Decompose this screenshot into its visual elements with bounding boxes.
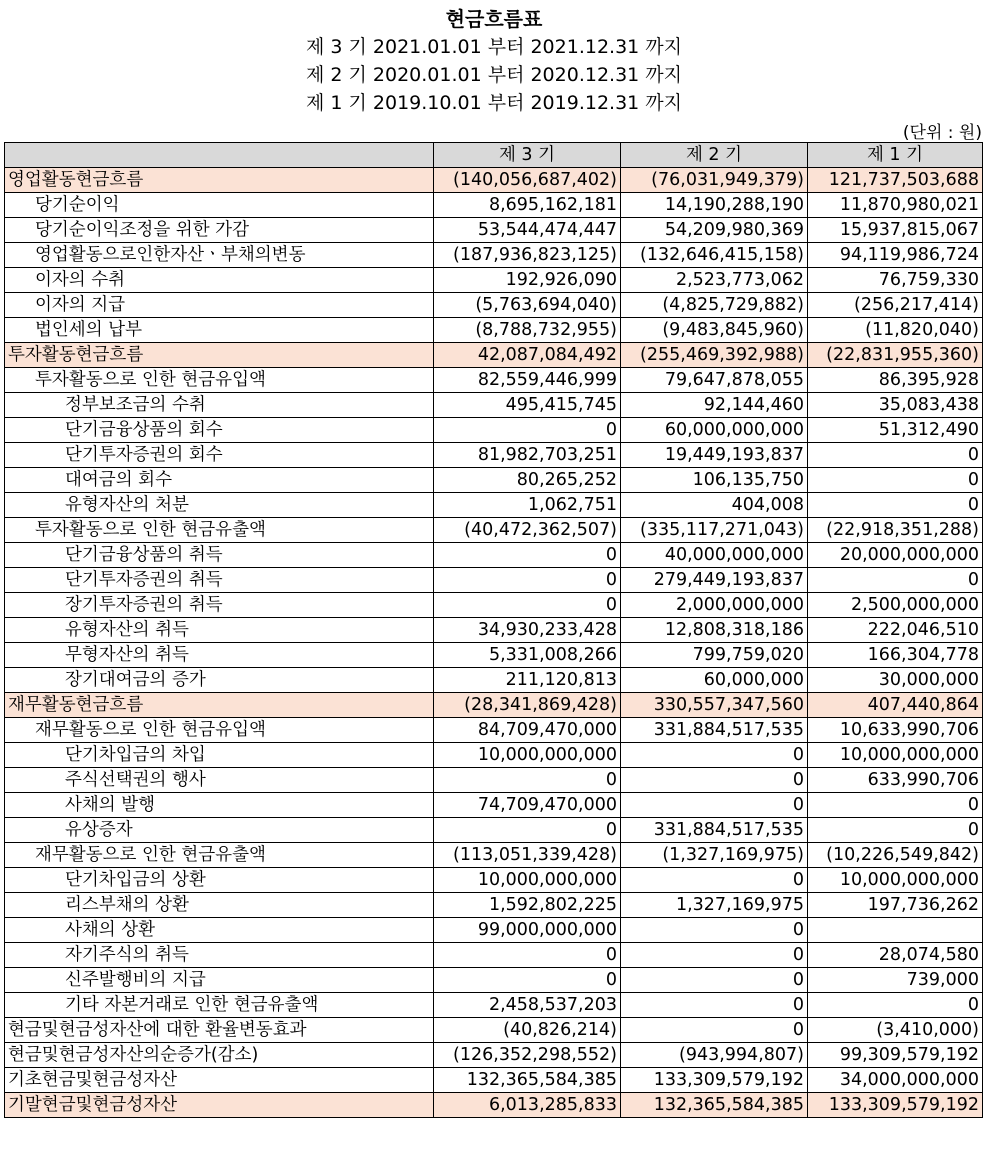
account-label: 재무활동으로 인한 현금유입액 [5, 718, 434, 743]
amount-period-2: (4,825,729,882) [621, 293, 808, 318]
account-label: 영업활동현금흐름 [5, 168, 434, 193]
account-label: 리스부채의 상환 [5, 893, 434, 918]
amount-period-3: 5,331,008,266 [434, 643, 621, 668]
amount-period-2: 2,523,773,062 [621, 268, 808, 293]
account-label: 무형자산의 취득 [5, 643, 434, 668]
amount-period-1: 10,000,000,000 [808, 868, 983, 893]
amount-period-2: 79,647,878,055 [621, 368, 808, 393]
amount-period-3: 8,695,162,181 [434, 193, 621, 218]
table-row [5, 768, 983, 793]
amount-period-2: 1,327,169,975 [621, 893, 808, 918]
amount-period-1: 34,000,000,000 [808, 1068, 983, 1093]
amount-period-3: 0 [434, 968, 621, 993]
period-line-2: 제 2 기 2020.01.01 부터 2020.12.31 까지 [305, 64, 683, 86]
amount-period-2: 0 [621, 768, 808, 793]
amount-period-2: 106,135,750 [621, 468, 808, 493]
amount-period-3: 80,265,252 [434, 468, 621, 493]
amount-period-1: 0 [808, 493, 983, 518]
account-label: 투자활동으로 인한 현금유출액 [5, 518, 434, 543]
amount-period-3: 0 [434, 568, 621, 593]
period-line-1: 제 1 기 2019.10.01 부터 2019.12.31 까지 [305, 92, 683, 114]
amount-period-2: 330,557,347,560 [621, 693, 808, 718]
amount-period-1: 166,304,778 [808, 643, 983, 668]
amount-period-3: 74,709,470,000 [434, 793, 621, 818]
amount-period-3: 10,000,000,000 [434, 868, 621, 893]
account-label: 당기순이익조정을 위한 가감 [5, 218, 434, 243]
account-label: 현금및현금성자산의순증가(감소) [5, 1043, 434, 1068]
amount-period-1: 0 [808, 993, 983, 1018]
amount-period-2: 0 [621, 918, 808, 943]
table-row [5, 743, 983, 768]
amount-period-1: (22,918,351,288) [808, 518, 983, 543]
table-row [5, 218, 983, 243]
account-label: 단기금융상품의 회수 [5, 418, 434, 443]
account-label: 당기순이익 [5, 193, 434, 218]
amount-period-1: 222,046,510 [808, 618, 983, 643]
table-row [5, 643, 983, 668]
header-account [5, 143, 434, 168]
amount-period-1: 94,119,986,724 [808, 243, 983, 268]
amount-period-3: 0 [434, 418, 621, 443]
amount-period-2: (76,031,949,379) [621, 168, 808, 193]
amount-period-1: 10,000,000,000 [808, 743, 983, 768]
table-row [5, 318, 983, 343]
table-row [5, 1093, 983, 1118]
account-label: 주식선택권의 행사 [5, 768, 434, 793]
amount-period-3: 53,544,474,447 [434, 218, 621, 243]
amount-period-3: 0 [434, 593, 621, 618]
amount-period-2: 54,209,980,369 [621, 218, 808, 243]
account-label: 단기투자증권의 취득 [5, 568, 434, 593]
amount-period-1: 197,736,262 [808, 893, 983, 918]
account-label: 현금및현금성자산에 대한 환율변동효과 [5, 1018, 434, 1043]
table-row [5, 493, 983, 518]
table-row [5, 393, 983, 418]
amount-period-1: 28,074,580 [808, 943, 983, 968]
amount-period-3: (140,056,687,402) [434, 168, 621, 193]
amount-period-2: 799,759,020 [621, 643, 808, 668]
amount-period-2: 279,449,193,837 [621, 568, 808, 593]
amount-period-3: 10,000,000,000 [434, 743, 621, 768]
amount-period-3: 34,930,233,428 [434, 618, 621, 643]
amount-period-3: (5,763,694,040) [434, 293, 621, 318]
header-period-2: 제 2 기 [621, 143, 808, 168]
amount-period-1: 121,737,503,688 [808, 168, 983, 193]
amount-period-2: 2,000,000,000 [621, 593, 808, 618]
account-label: 이자의 지급 [5, 293, 434, 318]
amount-period-3: (8,788,732,955) [434, 318, 621, 343]
amount-period-3: (40,472,362,507) [434, 518, 621, 543]
table-row [5, 893, 983, 918]
amount-period-1: (11,820,040) [808, 318, 983, 343]
table-row [5, 193, 983, 218]
amount-period-1: 10,633,990,706 [808, 718, 983, 743]
amount-period-1: 11,870,980,021 [808, 193, 983, 218]
account-label: 장기투자증권의 취득 [5, 593, 434, 618]
amount-period-1: 739,000 [808, 968, 983, 993]
amount-period-3: 0 [434, 543, 621, 568]
header-row [5, 143, 983, 168]
account-label: 신주발행비의 지급 [5, 968, 434, 993]
account-label: 정부보조금의 수취 [5, 393, 434, 418]
amount-period-1: 30,000,000 [808, 668, 983, 693]
amount-period-3: 0 [434, 818, 621, 843]
table-row [5, 943, 983, 968]
amount-period-3: 99,000,000,000 [434, 918, 621, 943]
account-label: 투자활동현금흐름 [5, 343, 434, 368]
amount-period-3: 42,087,084,492 [434, 343, 621, 368]
amount-period-3: 0 [434, 768, 621, 793]
table-row [5, 818, 983, 843]
account-label: 장기대여금의 증가 [5, 668, 434, 693]
amount-period-2: 60,000,000 [621, 668, 808, 693]
unit-label: (단위 : 원) [902, 123, 982, 143]
amount-period-2: 0 [621, 993, 808, 1018]
account-label: 사채의 상환 [5, 918, 434, 943]
amount-period-1 [808, 918, 983, 943]
account-label: 유형자산의 처분 [5, 493, 434, 518]
account-label: 재무활동현금흐름 [5, 693, 434, 718]
amount-period-2: (1,327,169,975) [621, 843, 808, 868]
amount-period-3: 192,926,090 [434, 268, 621, 293]
amount-period-3: 6,013,285,833 [434, 1093, 621, 1118]
table-row [5, 443, 983, 468]
table-row [5, 918, 983, 943]
table-row [5, 993, 983, 1018]
table-row [5, 868, 983, 893]
amount-period-1: 76,759,330 [808, 268, 983, 293]
table-row [5, 168, 983, 193]
account-label: 법인세의 납부 [5, 318, 434, 343]
amount-period-2: 331,884,517,535 [621, 718, 808, 743]
amount-period-2: (335,117,271,043) [621, 518, 808, 543]
amount-period-2: 331,884,517,535 [621, 818, 808, 843]
table-row [5, 343, 983, 368]
amount-period-1: 20,000,000,000 [808, 543, 983, 568]
table-row [5, 793, 983, 818]
table-row [5, 293, 983, 318]
period-line-3: 제 3 기 2021.01.01 부터 2021.12.31 까지 [305, 36, 683, 58]
amount-period-3: 211,120,813 [434, 668, 621, 693]
table-row [5, 843, 983, 868]
amount-period-2: 0 [621, 968, 808, 993]
table-row [5, 668, 983, 693]
account-label: 단기차입금의 상환 [5, 868, 434, 893]
amount-period-3: (187,936,823,125) [434, 243, 621, 268]
amount-period-2: 12,808,318,186 [621, 618, 808, 643]
amount-period-1: 51,312,490 [808, 418, 983, 443]
amount-period-1: 407,440,864 [808, 693, 983, 718]
account-label: 영업활동으로인한자산ㆍ부채의변동 [5, 243, 434, 268]
amount-period-2: 132,365,584,385 [621, 1093, 808, 1118]
table-row [5, 518, 983, 543]
amount-period-2: 19,449,193,837 [621, 443, 808, 468]
amount-period-2: 0 [621, 868, 808, 893]
cash-flow-table [4, 142, 983, 1118]
table-row [5, 268, 983, 293]
account-label: 단기투자증권의 회수 [5, 443, 434, 468]
amount-period-1: 0 [808, 443, 983, 468]
amount-period-1: 99,309,579,192 [808, 1043, 983, 1068]
amount-period-2: (9,483,845,960) [621, 318, 808, 343]
account-label: 이자의 수취 [5, 268, 434, 293]
table-row [5, 568, 983, 593]
account-label: 재무활동으로 인한 현금유출액 [5, 843, 434, 868]
amount-period-3: (28,341,869,428) [434, 693, 621, 718]
amount-period-2: 60,000,000,000 [621, 418, 808, 443]
table-row [5, 1068, 983, 1093]
amount-period-3: (113,051,339,428) [434, 843, 621, 868]
account-label: 단기차입금의 차입 [5, 743, 434, 768]
amount-period-2: (255,469,392,988) [621, 343, 808, 368]
table-row [5, 1043, 983, 1068]
table-row [5, 593, 983, 618]
amount-period-1: 0 [808, 568, 983, 593]
amount-period-1: (3,410,000) [808, 1018, 983, 1043]
header-period-1: 제 1 기 [808, 143, 983, 168]
amount-period-2: 0 [621, 1018, 808, 1043]
amount-period-1: 0 [808, 818, 983, 843]
amount-period-1: (256,217,414) [808, 293, 983, 318]
amount-period-1: 2,500,000,000 [808, 593, 983, 618]
amount-period-2: 14,190,288,190 [621, 193, 808, 218]
table-row [5, 418, 983, 443]
amount-period-2: 404,008 [621, 493, 808, 518]
statement-title: 현금흐름표 [445, 7, 543, 31]
amount-period-3: (126,352,298,552) [434, 1043, 621, 1068]
account-label: 유형자산의 취득 [5, 618, 434, 643]
amount-period-3: 81,982,703,251 [434, 443, 621, 468]
table-row [5, 968, 983, 993]
account-label: 기초현금및현금성자산 [5, 1068, 434, 1093]
table-row [5, 718, 983, 743]
amount-period-1: 633,990,706 [808, 768, 983, 793]
amount-period-2: (132,646,415,158) [621, 243, 808, 268]
amount-period-1: 15,937,815,067 [808, 218, 983, 243]
amount-period-1: 35,083,438 [808, 393, 983, 418]
amount-period-1: (22,831,955,360) [808, 343, 983, 368]
amount-period-3: 495,415,745 [434, 393, 621, 418]
amount-period-2: 133,309,579,192 [621, 1068, 808, 1093]
amount-period-3: 84,709,470,000 [434, 718, 621, 743]
amount-period-3: 0 [434, 943, 621, 968]
amount-period-2: 0 [621, 793, 808, 818]
amount-period-3: 1,062,751 [434, 493, 621, 518]
amount-period-3: 132,365,584,385 [434, 1068, 621, 1093]
account-label: 사채의 발행 [5, 793, 434, 818]
amount-period-2: 92,144,460 [621, 393, 808, 418]
account-label: 단기금융상품의 취득 [5, 543, 434, 568]
amount-period-1: 86,395,928 [808, 368, 983, 393]
amount-period-1: 133,309,579,192 [808, 1093, 983, 1118]
table-row [5, 618, 983, 643]
table-row [5, 1018, 983, 1043]
amount-period-1: 0 [808, 793, 983, 818]
amount-period-2: 40,000,000,000 [621, 543, 808, 568]
amount-period-3: 1,592,802,225 [434, 893, 621, 918]
account-label: 유상증자 [5, 818, 434, 843]
account-label: 대여금의 회수 [5, 468, 434, 493]
amount-period-1: (10,226,549,842) [808, 843, 983, 868]
table-row [5, 368, 983, 393]
table-row [5, 468, 983, 493]
amount-period-3: (40,826,214) [434, 1018, 621, 1043]
header-period-3: 제 3 기 [434, 143, 621, 168]
table-row [5, 693, 983, 718]
account-label: 기타 자본거래로 인한 현금유출액 [5, 993, 434, 1018]
account-label: 기말현금및현금성자산 [5, 1093, 434, 1118]
account-label: 자기주식의 취득 [5, 943, 434, 968]
amount-period-2: 0 [621, 743, 808, 768]
amount-period-2: (943,994,807) [621, 1043, 808, 1068]
amount-period-3: 82,559,446,999 [434, 368, 621, 393]
table-row [5, 543, 983, 568]
account-label: 투자활동으로 인한 현금유입액 [5, 368, 434, 393]
table-row [5, 243, 983, 268]
amount-period-1: 0 [808, 468, 983, 493]
amount-period-2: 0 [621, 943, 808, 968]
amount-period-3: 2,458,537,203 [434, 993, 621, 1018]
